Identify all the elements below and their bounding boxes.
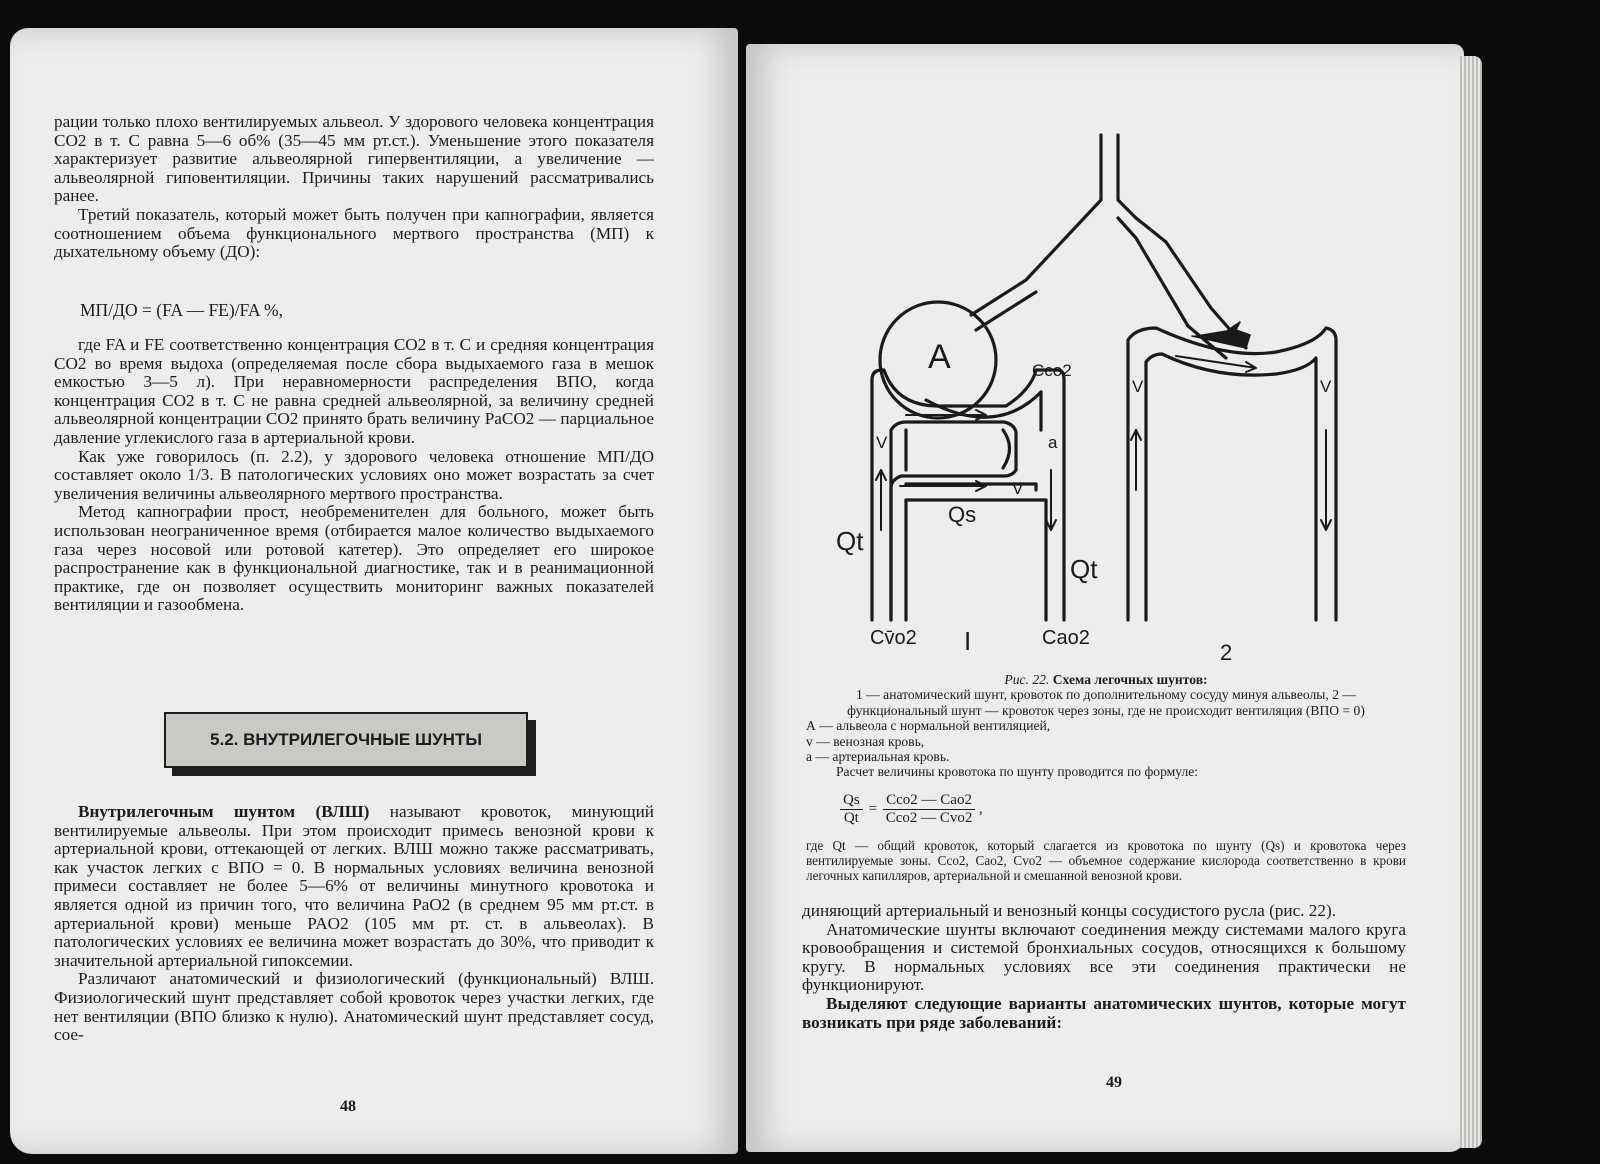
- legend-item: А — альвеола с нормальной вентиляцией,: [806, 718, 1051, 734]
- formula-numerator: Qs: [840, 792, 863, 810]
- paragraph: [54, 803, 654, 970]
- diagram-label-a: a: [1048, 433, 1058, 452]
- shunt-2-vessels: [1128, 322, 1336, 620]
- diagram-label-qs: Qs: [948, 502, 977, 527]
- term-bold: Внутрилегочным шунтом (ВЛШ): [78, 802, 370, 821]
- left-page: [10, 28, 738, 1154]
- formula-left-fraction: [840, 792, 863, 827]
- flow-arrows: [876, 356, 1331, 530]
- shunt-1-vessels: [872, 370, 1064, 620]
- right-page: [746, 44, 1464, 1152]
- legend-item: v — венозная кровь,: [806, 733, 925, 749]
- left-text-block-3: [54, 803, 654, 1045]
- paragraph: Как уже говорилось (п. 2.2), у здорового человека отношение МП/ДО составляет около 1/3. В патологических условиях оно может возрастать за счет увеличения величины альвеолярного мертвого пространства.: [54, 446, 654, 503]
- left-text-block-1: [54, 113, 654, 262]
- airway: [971, 135, 1246, 358]
- diagram-label-qt: Qt: [1070, 554, 1098, 584]
- diagram-label-v: V: [1132, 377, 1144, 396]
- caption-body: 1 — анатомический шунт, кровоток по дополнительному сосуду минуя альвеолы, 2 — функциональный шунт — кровоток через зоны, где не происходит вентиляция (ВПО = 0): [847, 687, 1365, 718]
- shunt-diagram: [836, 130, 1356, 660]
- paragraph: Анатомические шунты включают соединения между системами малого круга кровообращения и системой бронхиальных сосудов, относящихся к большому кругу. В нормальных условиях все эти соединения практически не функционируют.: [802, 919, 1406, 995]
- paragraph: диняющий артериальный и венозный концы сосудистого русла (рис. 22).: [802, 901, 1337, 920]
- formula-denominator: Cco2 — Cvo2: [885, 810, 973, 826]
- page-number: 49: [1106, 1074, 1122, 1091]
- formula-explanation: где Qt — общий кровоток, который слагается из кровотока по шунту (Qs) и кровотока через вентилируемые зоны. Cco2, Cao2, Cvo2 — объемное содержание кислорода соответственно в крови легочных капилляров, артериальной и смешанной венозной крови.: [806, 838, 1406, 883]
- diagram-label-cvo2: Cv̄o2: [870, 627, 917, 649]
- paragraph: Метод капнографии прост, необременителен для больного, может быть использован неограниченное время (отбирается малое количество выдыхаемого газа через носовой или ротовой катетер). Это определяет его широкое распространение как в функциональной диагностике, так и в реанимационной практике, где он позволяет осуществить мониторинг важных показателей вентиляции и газообмена.: [54, 502, 654, 615]
- figure-caption: [806, 672, 1406, 780]
- diagram-label-v: V: [876, 433, 888, 452]
- caption-figure-number: Рис. 22.: [1004, 672, 1050, 687]
- diagram-label-2: 2: [1220, 640, 1233, 660]
- formula-numerator: Cco2 — Cao2: [883, 792, 975, 810]
- shunt-formula: $\frac{Qs}{Qt}$ = $\frac{\text{Cco2 — Cao2}}{\text{Cco2 — Cvo2}}$ ,: [840, 792, 983, 827]
- formula-right-fraction: [883, 792, 975, 827]
- diagram-label-alveolus: A: [928, 338, 951, 376]
- page-edge-stack: [1460, 56, 1482, 1148]
- page-number: 48: [340, 1098, 356, 1115]
- paragraph: Различают анатомический и физиологический (функциональный) ВЛШ. Физиологический шунт представляет собой кровоток через участки легких, где нет вентиляции (ВПО близко к нулю). Анатомический шунт представляет сосуд, сое-: [54, 969, 654, 1045]
- paragraph: рации только плохо вентилируемых альвеол. У здорового человека концентрация CO2 в т. С равна 5—6 об% (35—45 мм рт.ст.). Уменьшение этого показателя характеризует развитие альвеолярной гипервентиляции, а увеличение — альвеолярной гиповентиляции. Причины таких нарушений рассматривались ранее.: [54, 112, 654, 206]
- diagram-label-1: I: [964, 626, 972, 656]
- formula-denominator: Qt: [843, 810, 859, 826]
- diagram-label-v: V: [1320, 377, 1332, 396]
- caption-title: [806, 672, 1406, 687]
- caption-title-text: Схема легочных шунтов:: [1052, 672, 1208, 687]
- paragraph-bold: Выделяют следующие варианты анатомических шунтов, которые могут возникать при ряде заболеваний:: [802, 993, 1406, 1032]
- left-text-block-2: [54, 336, 654, 615]
- dead-space-formula: МП/ДО = (FA — FE)/FA %,: [80, 300, 283, 320]
- formula-intro: Расчет величины кровотока по шунту проводится по формуле:: [836, 764, 1199, 780]
- legend-item: a — артериальная кровь.: [806, 749, 950, 765]
- diagram-label-v: V: [1012, 479, 1024, 498]
- paragraph: Третий показатель, который может быть получен при капнографии, является соотношением объема функционального мертвого пространства (МП) к дыхательному объему (ДО):: [54, 204, 654, 262]
- paragraph-text: называют кровоток, минующий вентилируемые альвеолы. При этом происходит примесь венозной крови к артериальной крови, оттекающей от легких. ВЛШ можно также рассматривать, как участок легких с ВПО = 0. В нормальных условиях величина венозной примеси составляет не более 5—6% от величины минутного кровотока и является одной из причин того, что величина PaO2 (в среднем 95 мм рт.ст. в артериальной крови) меньше PAO2 (105 мм рт. ст. в альвеолах). В патологических условиях ее величина может возрастать до 30%, что приводит к значительной артериальной гипоксемии.: [54, 802, 654, 970]
- right-text-block: [802, 902, 1406, 1032]
- diagram-label-cao2: Cao2: [1042, 627, 1090, 649]
- section-heading: 5.2. ВНУТРИЛЕГОЧНЫЕ ШУНТЫ: [164, 712, 528, 768]
- paragraph: где FA и FE соответственно концентрация CO2 в т. С и средняя концентрация CO2 во время выдоха (определяемая после сбора выдыхаемого газа в мешок емкостью 3—5 л). При неравномерности распределения ВПО, когда концентрация CO2 в т. С не равна средней альвеолярной, за величину средней альвеолярной концентрации CO2 принято брать величину PaCO2 — парциальное давление углекислого газа в артериальной крови.: [54, 335, 654, 447]
- diagram-label-cco2: Cco2: [1032, 361, 1072, 380]
- diagram-label-qt: Qt: [836, 526, 864, 556]
